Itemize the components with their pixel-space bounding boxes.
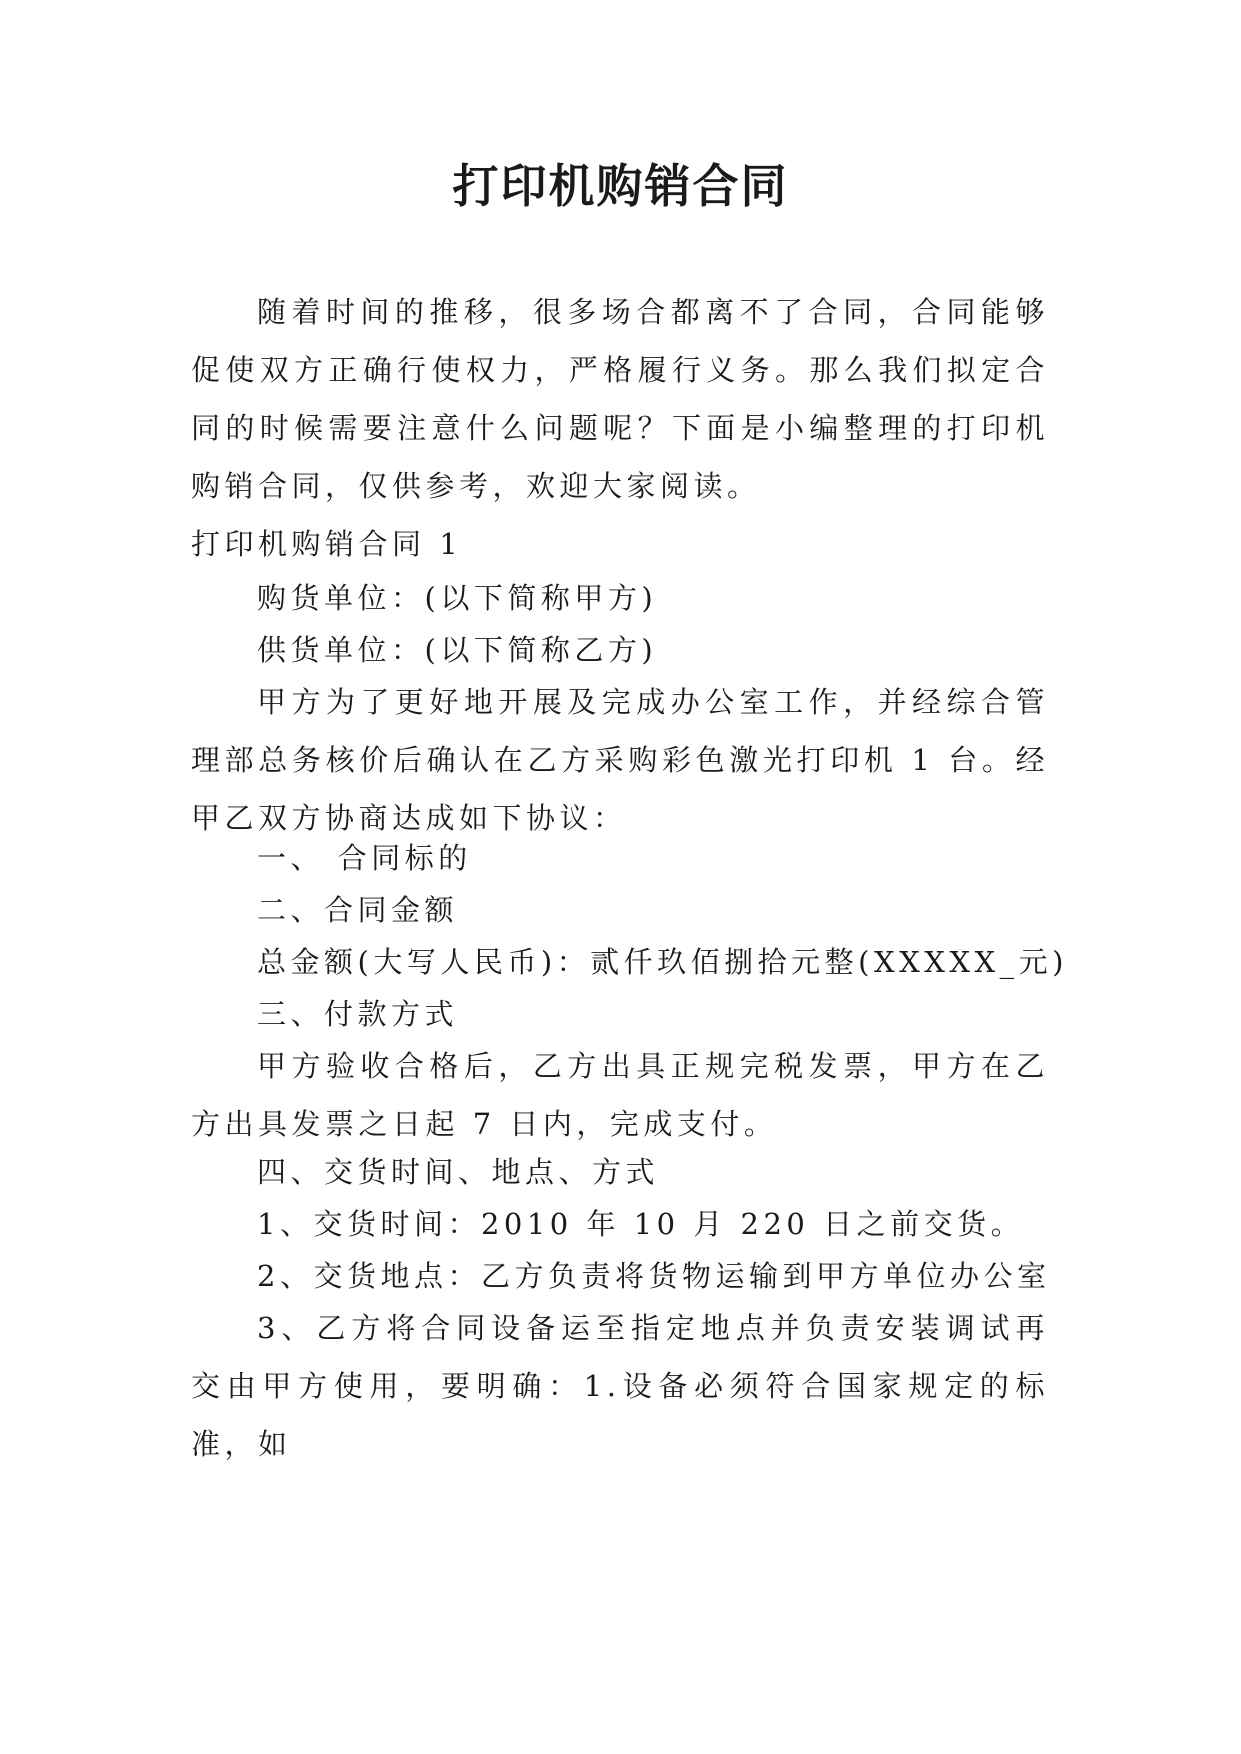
section-heading: 打印机购销合同 1 <box>191 527 463 561</box>
clause-2-heading: 二、合同金额 <box>257 893 459 927</box>
total-amount-line: 总金额(大写人民币)：贰仟玖佰捌拾元整(XXXXX_元) <box>257 945 1068 979</box>
delivery-time-line: 1、交货时间：2010 年 10 月 220 日之前交货。 <box>257 1207 1025 1241</box>
buyer-line: 购货单位：(以下简称甲方) <box>257 581 658 615</box>
supplier-line: 供货单位：(以下简称乙方) <box>257 633 658 667</box>
document-title: 打印机购销合同 <box>452 159 789 213</box>
payment-paragraph: 甲方验收合格后，乙方出具正规完税发票，甲方在乙方出具发票之日起 7 日内，完成支付。 <box>191 1049 1049 1141</box>
delivery-place-line: 2、交货地点：乙方负责将货物运输到甲方单位办公室 <box>257 1259 1051 1293</box>
clause-3-heading: 三、付款方式 <box>257 997 459 1031</box>
clause-4-heading: 四、交货时间、地点、方式 <box>257 1155 660 1189</box>
clause-1-heading: 一、 合同标的 <box>257 841 472 875</box>
purpose-paragraph: 甲方为了更好地开展及完成办公室工作，并经综合管理部总务核价后确认在乙方采购彩色激光打印机 1 台。经甲乙双方协商达成如下协议： <box>191 685 1049 835</box>
intro-paragraph: 随着时间的推移，很多场合都离不了合同，合同能够促使双方正确行使权力，严格履行义务。那么我们拟定合同的时候需要注意什么问题呢？下面是小编整理的打印机购销合同，仅供参考，欢迎大家阅读。 <box>191 295 1049 503</box>
delivery-method-paragraph: 3、乙方将合同设备运至指定地点并负责安装调试再交由甲方使用，要明确：1.设备必须符合国家规定的标准，如 <box>191 1311 1049 1461</box>
